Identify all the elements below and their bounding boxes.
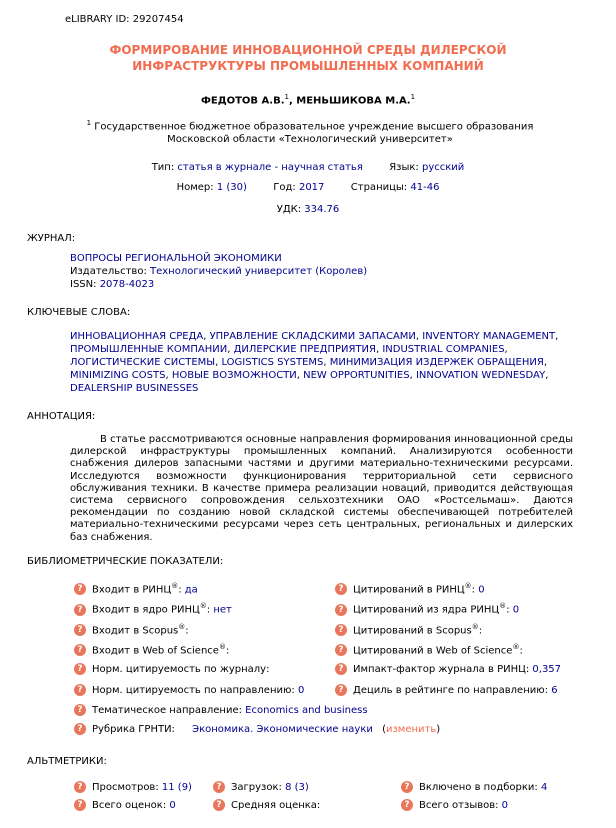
rubric-change-link[interactable]: изменить [385, 724, 437, 735]
metric-value[interactable]: да [184, 584, 198, 596]
question-circle-icon[interactable]: ? [335, 604, 347, 616]
metric-value[interactable]: 6 [551, 684, 558, 696]
keyword-link[interactable]: LOGISTICS SYSTEMS [221, 357, 324, 368]
article-title: ФОРМИРОВАНИЕ ИННОВАЦИОННОЙ СРЕДЫ ДИЛЕРСКОЙ ИНФРАСТРУКТУРЫ ПРОМЫШЛЕННЫХ КОМПАНИЙ [109, 43, 507, 73]
keywords-heading: КЛЮЧЕВЫЕ СЛОВА: [27, 307, 131, 318]
metric-value[interactable]: 0 [478, 584, 485, 596]
metric-value[interactable]: 0 [169, 800, 176, 811]
thematic-direction: ? Тематическое направление: Economics and business [74, 704, 368, 716]
question-circle-icon[interactable]: ? [213, 799, 225, 811]
keyword-link[interactable]: ДИЛЕРСКИЕ ПРЕДПРИЯТИЯ [233, 344, 376, 355]
author-2[interactable]: МЕНЬШИКОВА М.А. [296, 95, 411, 107]
meta-type-lang: Тип: статья в журнале - научная статья Язык: русский [151, 162, 465, 173]
udk-value: 334.76 [304, 204, 340, 215]
keyword-link[interactable]: INNOVATION WEDNESDAY [415, 370, 546, 381]
journal-heading: ЖУРНАЛ: [27, 233, 76, 244]
biblio-left-row: ? Входит в Web of Science®: [74, 643, 229, 656]
question-circle-icon[interactable]: ? [74, 624, 86, 636]
metric-value[interactable]: 0,357 [532, 664, 562, 676]
biblio-left-row: ? Входит в РИНЦ®: да [74, 582, 198, 595]
elibrary-id: eLIBRARY ID: 29207454 [65, 14, 184, 25]
rubric-grnti: ? Рубрика ГРНТИ: Экономика. Экономические науки (изменить) [74, 723, 440, 735]
biblio-right-row: ? Импакт-фактор журнала в РИНЦ: 0,357 [335, 663, 561, 675]
keyword-link[interactable]: ИННОВАЦИОННАЯ СРЕДА [70, 331, 204, 342]
authors: ФЕДОТОВ А.В.$^1$, МЕНЬШИКОВА М.А.$^1$ [200, 93, 416, 107]
article-language: русский [421, 162, 465, 173]
affiliation: $^1$ Государственное бюджетное образовательное учреждение высшего образования Московской области «Технологический университет» [86, 119, 534, 146]
question-circle-icon[interactable]: ? [335, 624, 347, 636]
question-circle-icon[interactable]: ? [335, 684, 347, 696]
thematic-link[interactable]: Economics and business [245, 705, 368, 716]
question-circle-icon[interactable]: ? [335, 583, 347, 595]
metric-value[interactable]: 8 (3) [285, 782, 309, 793]
issue-number-link[interactable]: 1 (30) [216, 182, 247, 193]
annotation-text: В статье рассмотриваются основные направления формирования инновационной среды дилерской инфраструктуры промышленных компаний. Анализируются особенности снабжения дилеров запасными частями и другими материально-техническими ресурсами. Исследуются возможности функционирования территориальной сети сервисного обслуживания техники. В качестве примера реализации новаций, приводится действующая система сервисного сопровождения сельхозтехники ОАО «Ростсельмаш». Даются рекомендации по созданию новой складской системы обеспечивающей потребителей материально-техническими ресурсами через сеть центральных, региональных и дилерских баз снабжения. [70, 434, 573, 543]
pages-value: 41-46 [410, 182, 440, 193]
meta-number-year-pages: Номер: 1 (30) Год: 2017 Страницы: 41-46 [176, 182, 440, 193]
issn-value: 2078-4023 [99, 279, 155, 290]
keyword-link[interactable]: INVENTORY MANAGEMENT [422, 331, 556, 342]
journal-block: ВОПРОСЫ РЕГИОНАЛЬНОЙ ЭКОНОМИКИ Издательство: Технологический университет (Королев) ISSN: 2078-4023 [70, 253, 368, 290]
question-circle-icon[interactable]: ? [74, 704, 86, 716]
metric-value[interactable]: 0 [512, 604, 520, 616]
metric-value[interactable]: 0 [297, 684, 305, 696]
biblio-right-row: ? Цитирований в Scopus®: [335, 623, 482, 636]
biblio-left-row: ? Норм. цитируемость по журналу: [74, 663, 269, 675]
question-circle-icon[interactable]: ? [74, 723, 86, 735]
altmetric-row: ? Всего отзывов: 0 [401, 799, 508, 811]
biblio-right-row: ? Цитирований из ядра РИНЦ®: 0 [335, 602, 519, 615]
keyword-link[interactable]: УПРАВЛЕНИЕ СКЛАДСКИМИ ЗАПАСАМИ [209, 331, 416, 342]
altmetric-row: ? Всего оценок: 0 [74, 799, 176, 811]
biblio-left-row: ? Норм. цитируемость по направлению: 0 [74, 684, 304, 696]
rubric-link[interactable]: Экономика. Экономические науки [192, 724, 373, 735]
biblio-left-row: ? Входит в ядро РИНЦ®: нет [74, 602, 232, 615]
question-circle-icon[interactable]: ? [401, 781, 413, 793]
altmetric-row: ? Загрузок: 8 (3) [213, 781, 309, 793]
question-circle-icon[interactable]: ? [74, 663, 86, 675]
keyword-link[interactable]: ЛОГИСТИЧЕСКИЕ СИСТЕМЫ [70, 357, 216, 368]
author-1[interactable]: ФЕДОТОВ А.В. [200, 95, 285, 107]
question-circle-icon[interactable]: ? [74, 799, 86, 811]
keyword-link[interactable]: МИНИМИЗАЦИЯ ИЗДЕРЖЕК ОБРАЩЕНИЯ [329, 357, 544, 368]
altmetric-row: ? Включено в подборки: 4 [401, 781, 547, 793]
article-type: статья в журнале - научная статья [177, 162, 363, 173]
keyword-link[interactable]: DEALERSHIP BUSINESSES [70, 383, 199, 394]
biblio-right-row: ? Дециль в рейтинге по направлению: 6 [335, 684, 558, 696]
metric-value[interactable]: 0 [501, 800, 509, 811]
question-circle-icon[interactable]: ? [74, 781, 86, 793]
meta-udk: УДК: 334.76 [276, 204, 340, 215]
keyword-link[interactable]: NEW OPPORTUNITIES [303, 370, 410, 381]
altmetrics-heading: АЛЬТМЕТРИКИ: [27, 756, 107, 767]
altmetric-row: ? Средняя оценка: [213, 799, 320, 811]
biblio-heading: БИБЛИОМЕТРИЧЕСКИЕ ПОКАЗАТЕЛИ: [27, 556, 224, 567]
keyword-link[interactable]: INDUSTRIAL COMPANIES [382, 344, 505, 355]
question-circle-icon[interactable]: ? [74, 684, 86, 696]
question-circle-icon[interactable]: ? [74, 604, 86, 616]
keyword-link[interactable]: ПРОМЫШЛЕННЫЕ КОМПАНИИ [70, 344, 228, 355]
keyword-link[interactable]: MINIMIZING COSTS [70, 370, 166, 381]
biblio-right-row: ? Цитирований в РИНЦ®: 0 [335, 582, 485, 595]
question-circle-icon[interactable]: ? [401, 799, 413, 811]
publisher-link[interactable]: Технологический университет (Королев) [150, 266, 368, 277]
metric-value[interactable]: 4 [540, 782, 548, 793]
question-circle-icon[interactable]: ? [335, 644, 347, 656]
biblio-left-row: ? Входит в Scopus®: [74, 623, 189, 636]
metric-value[interactable]: нет [213, 604, 232, 616]
altmetric-row: ? Просмотров: 11 (9) [74, 781, 192, 793]
question-circle-icon[interactable]: ? [213, 781, 225, 793]
question-circle-icon[interactable]: ? [74, 583, 86, 595]
journal-name-link[interactable]: ВОПРОСЫ РЕГИОНАЛЬНОЙ ЭКОНОМИКИ [70, 253, 282, 264]
keywords-list: ИННОВАЦИОННАЯ СРЕДА, УПРАВЛЕНИЕ СКЛАДСКИМИ ЗАПАСАМИ, INVENTORY MANAGEMENT, ПРОМЫШЛЕННЫЕ КОМПАНИИ, ДИЛЕРСКИЕ ПРЕДПРИЯТИЯ, INDUSTRIAL COMPANIES, ЛОГИСТИЧЕСКИЕ СИСТЕМЫ, LOGISTICS SYSTEMS, МИНИМИЗАЦИЯ ИЗДЕРЖЕК ОБРАЩЕНИЯ, MINIMIZING COSTS, НОВЫЕ ВОЗМОЖНОСТИ, NEW OPPORTUNITIES, INNOVATION WEDNESDAY, DEALERSHIP BUSINESSES [70, 331, 559, 394]
biblio-right-row: ? Цитирований в Web of Science®: [335, 643, 523, 656]
question-circle-icon[interactable]: ? [74, 644, 86, 656]
question-circle-icon[interactable]: ? [335, 663, 347, 675]
year-value: 2017 [298, 182, 325, 193]
metric-value[interactable]: 11 (9) [161, 782, 192, 793]
annotation-heading: АННОТАЦИЯ: [27, 411, 96, 422]
keyword-link[interactable]: НОВЫЕ ВОЗМОЖНОСТИ [171, 370, 297, 381]
